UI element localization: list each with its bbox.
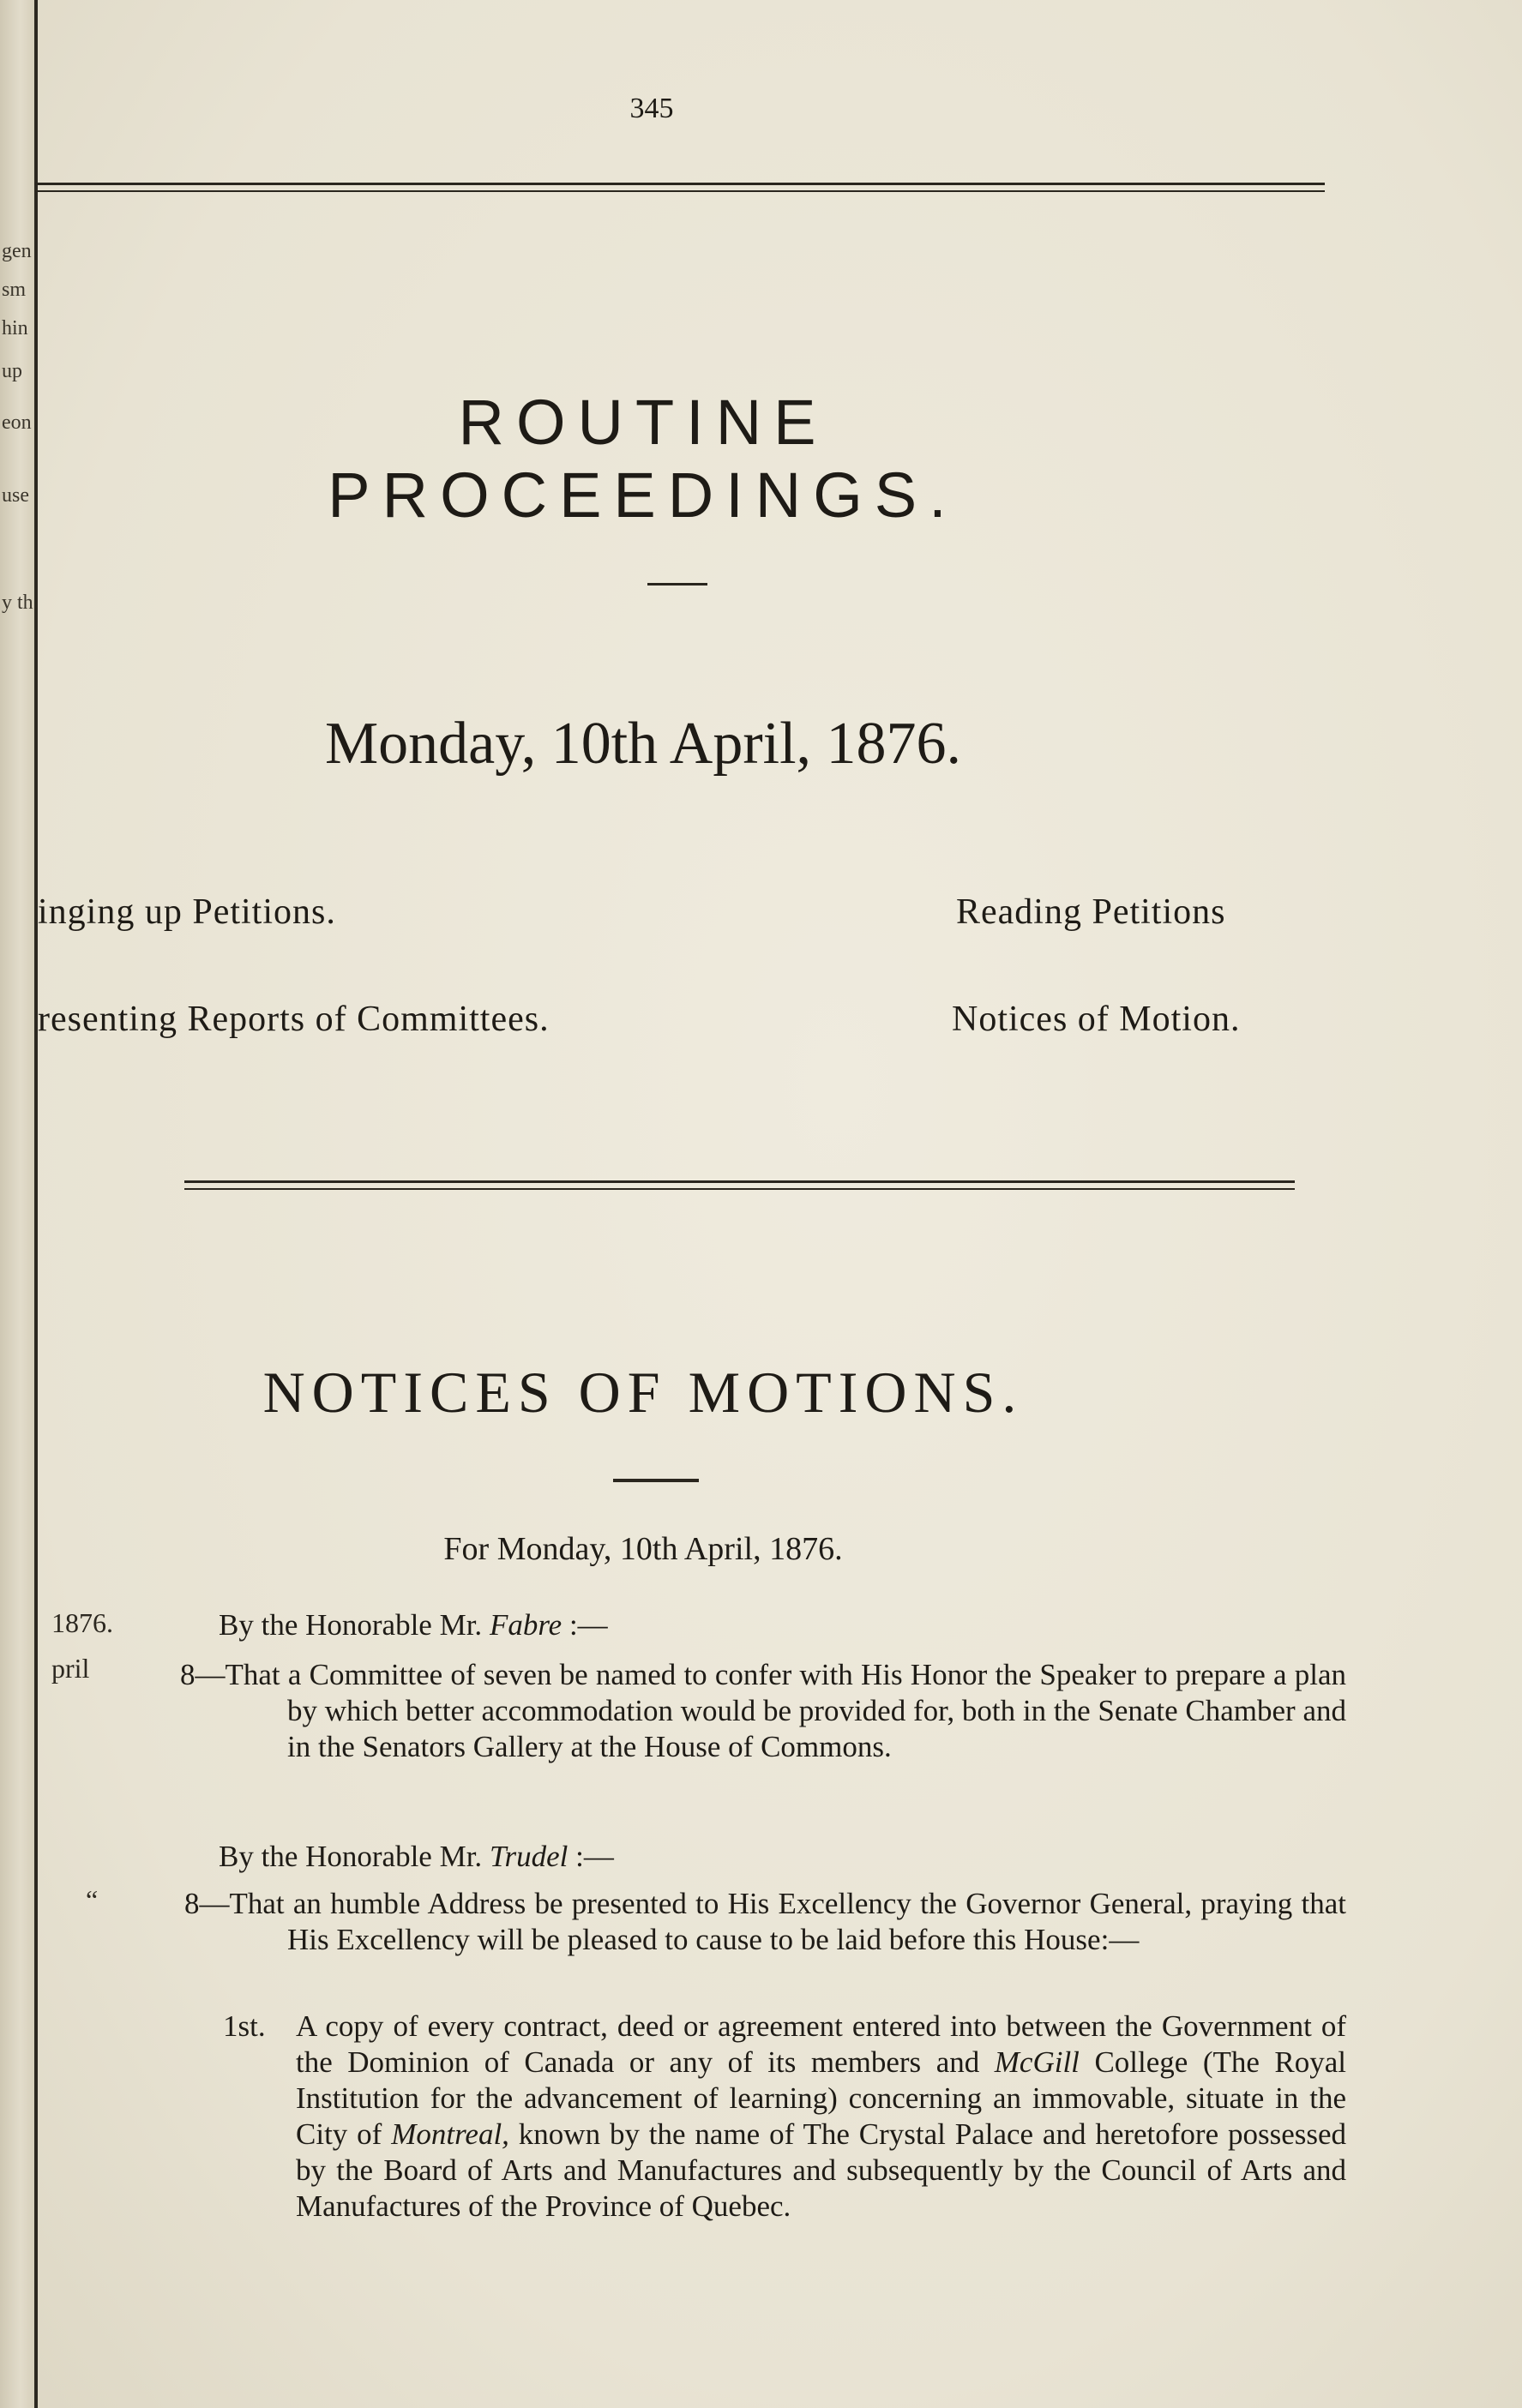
middle-rule-lower	[184, 1188, 1295, 1190]
page-number: 345	[629, 93, 674, 124]
motion2-mover: By the Honorable Mr. Trudel :—	[219, 1840, 614, 1873]
mover-name: Fabre	[489, 1608, 562, 1642]
item-notices-of-motion: Notices of Motion.	[952, 1000, 1241, 1039]
motion1-text: 8—That a Committee of seven be named to confer with His Honor the Speaker to prepare a plan by which better accommodation would be provided for, both in the Senate Chamber and in the Senators Gallery at the House of Commons.	[180, 1658, 1346, 1763]
margin-ditto: “	[86, 1884, 99, 1915]
institution-name: McGill	[994, 2045, 1080, 2079]
notices-underline	[613, 1479, 699, 1482]
item-bringing-petitions: inging up Petitions.	[38, 892, 336, 932]
city-name: Montreal,	[391, 2117, 509, 2151]
margin-fragment: gen	[2, 240, 32, 262]
notices-of-motions-title: NOTICES OF MOTIONS.	[262, 1360, 1024, 1425]
routine-proceedings-title: ROUTINE PROCEEDINGS.	[328, 387, 959, 531]
motion2-text: 8—That an humble Address be presented to His Excellency the Governor General, praying that His Excellency will be pleased to cause to be laid before this House:—	[184, 1887, 1346, 1956]
page-gutter-edge	[34, 0, 38, 2408]
margin-fragment: use	[2, 484, 29, 507]
motion2-item-number: 1st.	[223, 2009, 266, 2043]
margin-fragment: sm	[2, 279, 27, 301]
margin-fragment: y th	[2, 591, 33, 614]
motion1-mover: By the Honorable Mr. Fabre :—	[219, 1608, 608, 1642]
previous-page-margin	[0, 0, 34, 2408]
margin-month: pril	[51, 1653, 90, 1684]
top-rule-lower	[34, 190, 1325, 192]
top-rule-upper	[34, 183, 1325, 185]
margin-fragment: hin	[2, 317, 28, 339]
title-underline	[647, 583, 707, 585]
item-reading-petitions: Reading Petitions	[956, 892, 1226, 932]
item-presenting-reports: resenting Reports of Committees.	[38, 1000, 550, 1039]
mover-name: Trudel	[489, 1840, 568, 1873]
margin-year: 1876.	[51, 1607, 113, 1638]
motion2-item-text: A copy of every contract, deed or agreement entered into between the Government of the Dominion of Canada or any of its members and McGill College (The Royal Institution for the advancement of learning) concerning an immovable, situate in the City of Montreal, known by the name of The Crystal Palace and heretofore possessed by the Board of Arts and Manufactures and subsequently by the Council of Arts and Manufactures of the Province of Quebec.	[296, 2009, 1347, 2223]
margin-fragment: eon	[2, 411, 32, 434]
notices-for-date: For Monday, 10th April, 1876.	[443, 1531, 843, 1567]
proceedings-date: Monday, 10th April, 1876.	[324, 711, 962, 777]
margin-fragment: up	[2, 360, 22, 382]
middle-rule-upper	[184, 1180, 1295, 1183]
